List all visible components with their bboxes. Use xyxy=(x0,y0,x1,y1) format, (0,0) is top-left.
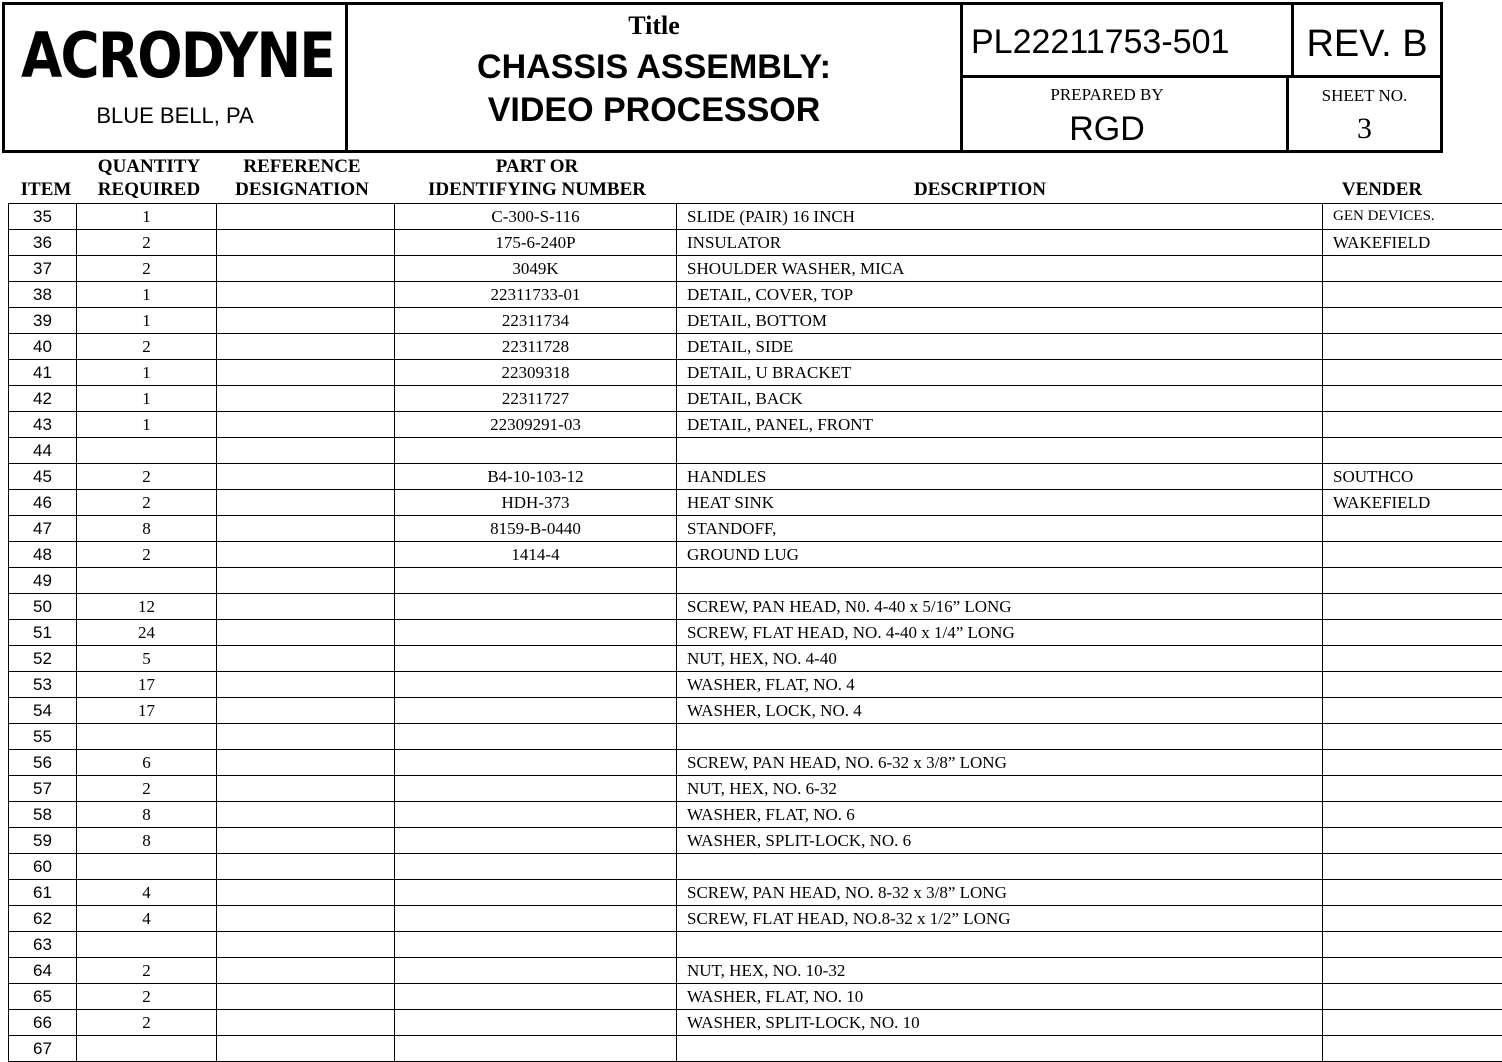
cell-part xyxy=(395,594,677,620)
cell-qty: 1 xyxy=(77,204,217,230)
cell-qty: 4 xyxy=(77,906,217,932)
cell-qty xyxy=(77,724,217,750)
cell-item: 58 xyxy=(9,802,77,828)
cell-qty: 1 xyxy=(77,308,217,334)
cell-vender xyxy=(1323,698,1502,724)
cell-qty: 2 xyxy=(77,776,217,802)
table-row xyxy=(9,932,1502,958)
header-part-line1: PART OR xyxy=(495,156,579,177)
drawing-number: PL22211753-501 xyxy=(971,23,1230,61)
cell-desc: NUT, HEX, NO. 6-32 xyxy=(677,776,1323,802)
table-row xyxy=(9,568,1502,594)
cell-ref xyxy=(217,828,395,854)
table-row xyxy=(9,1036,1502,1062)
cell-item: 65 xyxy=(9,984,77,1010)
company-logo: ACRODYNE xyxy=(21,19,335,92)
cell-qty: 17 xyxy=(77,698,217,724)
cell-vender xyxy=(1323,776,1502,802)
cell-qty: 2 xyxy=(77,490,217,516)
table-row xyxy=(9,412,1502,438)
table-row xyxy=(9,724,1502,750)
column-header-part xyxy=(394,155,680,201)
cell-qty: 8 xyxy=(77,802,217,828)
cell-ref xyxy=(217,438,395,464)
cell-desc: SCREW, PAN HEAD, NO. 8-32 x 3/8” LONG xyxy=(677,880,1323,906)
cell-part xyxy=(395,438,677,464)
table-row xyxy=(9,698,1502,724)
cell-part xyxy=(395,698,677,724)
cell-desc: STANDOFF, xyxy=(677,516,1323,542)
cell-vender xyxy=(1323,958,1502,984)
cell-part: 22311727 xyxy=(395,386,677,412)
company-block xyxy=(2,2,348,153)
cell-qty xyxy=(77,854,217,880)
cell-ref xyxy=(217,932,395,958)
cell-qty: 2 xyxy=(77,1010,217,1036)
table-row xyxy=(9,542,1502,568)
cell-item: 66 xyxy=(9,1010,77,1036)
table-row xyxy=(9,1010,1502,1036)
cell-item: 53 xyxy=(9,672,77,698)
cell-desc: SCREW, PAN HEAD, N0. 4-40 x 5/16” LONG xyxy=(677,594,1323,620)
header-part-line2: IDENTIFYING NUMBER xyxy=(428,179,646,200)
cell-item: 47 xyxy=(9,516,77,542)
cell-qty: 2 xyxy=(77,542,217,568)
cell-vender xyxy=(1323,724,1502,750)
cell-vender xyxy=(1323,646,1502,672)
cell-vender xyxy=(1323,880,1502,906)
cell-desc: DETAIL, PANEL, FRONT xyxy=(677,412,1323,438)
cell-vender: GEN DEVICES. xyxy=(1323,204,1502,230)
cell-ref xyxy=(217,802,395,828)
column-header-vender xyxy=(1322,178,1442,201)
cell-qty: 17 xyxy=(77,672,217,698)
table-row xyxy=(9,620,1502,646)
cell-vender xyxy=(1323,1010,1502,1036)
cell-item: 60 xyxy=(9,854,77,880)
cell-item: 38 xyxy=(9,282,77,308)
cell-part xyxy=(395,724,677,750)
cell-ref xyxy=(217,984,395,1010)
cell-item: 39 xyxy=(9,308,77,334)
table-row xyxy=(9,282,1502,308)
cell-qty: 12 xyxy=(77,594,217,620)
cell-ref xyxy=(217,906,395,932)
cell-desc: DETAIL, BACK xyxy=(677,386,1323,412)
title-label: Title xyxy=(628,11,680,40)
cell-part xyxy=(395,828,677,854)
cell-ref xyxy=(217,958,395,984)
sheet-cell xyxy=(1286,75,1443,153)
cell-ref xyxy=(217,204,395,230)
cell-qty: 2 xyxy=(77,230,217,256)
cell-part xyxy=(395,932,677,958)
cell-part: 3049K xyxy=(395,256,677,282)
cell-item: 45 xyxy=(9,464,77,490)
cell-desc: DETAIL, BOTTOM xyxy=(677,308,1323,334)
prepared-by-label: PREPARED BY xyxy=(1050,85,1164,104)
cell-ref xyxy=(217,672,395,698)
cell-ref xyxy=(217,256,395,282)
cell-ref xyxy=(217,516,395,542)
table-row xyxy=(9,464,1502,490)
sheet-label: SHEET NO. xyxy=(1321,86,1408,105)
cell-ref xyxy=(217,360,395,386)
cell-qty xyxy=(77,438,217,464)
table-row xyxy=(9,490,1502,516)
company-location: BLUE BELL, PA xyxy=(96,103,254,128)
cell-ref xyxy=(217,880,395,906)
cell-vender: SOUTHCO xyxy=(1323,464,1502,490)
table-row xyxy=(9,308,1502,334)
table-row xyxy=(9,646,1502,672)
header-reference-line1: REFERENCE xyxy=(243,156,361,177)
cell-vender: WAKEFIELD xyxy=(1323,490,1502,516)
table-row xyxy=(9,906,1502,932)
cell-vender xyxy=(1323,802,1502,828)
table-row xyxy=(9,672,1502,698)
cell-part xyxy=(395,672,677,698)
table-row xyxy=(9,516,1502,542)
cell-part: 22309291-03 xyxy=(395,412,677,438)
cell-part: 22311728 xyxy=(395,334,677,360)
header-quantity-line2: REQUIRED xyxy=(97,179,201,200)
prepared-by: RGD xyxy=(1069,110,1145,148)
cell-ref xyxy=(217,724,395,750)
cell-part: 1414-4 xyxy=(395,542,677,568)
cell-vender xyxy=(1323,932,1502,958)
cell-desc xyxy=(677,854,1323,880)
cell-part xyxy=(395,620,677,646)
parts-list-body xyxy=(9,204,1502,1062)
cell-desc: DETAIL, SIDE xyxy=(677,334,1323,360)
cell-vender xyxy=(1323,672,1502,698)
cell-ref xyxy=(217,776,395,802)
cell-ref xyxy=(217,1036,395,1062)
cell-item: 43 xyxy=(9,412,77,438)
table-row xyxy=(9,386,1502,412)
cell-part xyxy=(395,750,677,776)
cell-ref xyxy=(217,308,395,334)
cell-item: 46 xyxy=(9,490,77,516)
cell-part xyxy=(395,880,677,906)
cell-part: HDH-373 xyxy=(395,490,677,516)
cell-part: B4-10-103-12 xyxy=(395,464,677,490)
cell-ref xyxy=(217,698,395,724)
column-header-item xyxy=(14,178,78,201)
cell-part xyxy=(395,802,677,828)
cell-vender xyxy=(1323,256,1502,282)
cell-item: 52 xyxy=(9,646,77,672)
cell-desc: WASHER, FLAT, NO. 4 xyxy=(677,672,1323,698)
table-row xyxy=(9,360,1502,386)
cell-part xyxy=(395,776,677,802)
cell-item: 57 xyxy=(9,776,77,802)
cell-ref xyxy=(217,620,395,646)
cell-item: 42 xyxy=(9,386,77,412)
revision: REV. B xyxy=(1306,23,1428,65)
cell-vender xyxy=(1323,906,1502,932)
table-row xyxy=(9,828,1502,854)
cell-qty: 8 xyxy=(77,828,217,854)
prepared-by-cell xyxy=(960,75,1289,153)
cell-ref xyxy=(217,386,395,412)
cell-item: 51 xyxy=(9,620,77,646)
cell-desc: WASHER, FLAT, NO. 6 xyxy=(677,802,1323,828)
cell-qty: 1 xyxy=(77,282,217,308)
cell-qty: 1 xyxy=(77,386,217,412)
cell-vender xyxy=(1323,828,1502,854)
table-row xyxy=(9,802,1502,828)
cell-item: 59 xyxy=(9,828,77,854)
cell-desc: INSULATOR xyxy=(677,230,1323,256)
column-header-quantity xyxy=(82,155,216,201)
cell-vender xyxy=(1323,620,1502,646)
cell-item: 61 xyxy=(9,880,77,906)
cell-ref xyxy=(217,412,395,438)
cell-item: 37 xyxy=(9,256,77,282)
cell-vender xyxy=(1323,542,1502,568)
cell-vender xyxy=(1323,568,1502,594)
cell-ref xyxy=(217,282,395,308)
cell-desc xyxy=(677,724,1323,750)
table-row xyxy=(9,750,1502,776)
cell-desc: SCREW, FLAT HEAD, NO.8-32 x 1/2” LONG xyxy=(677,906,1323,932)
cell-ref xyxy=(217,646,395,672)
cell-desc: WASHER, SPLIT-LOCK, NO. 6 xyxy=(677,828,1323,854)
cell-vender xyxy=(1323,594,1502,620)
cell-desc xyxy=(677,568,1323,594)
cell-vender xyxy=(1323,334,1502,360)
cell-ref xyxy=(217,594,395,620)
table-row xyxy=(9,594,1502,620)
cell-part: 8159-B-0440 xyxy=(395,516,677,542)
cell-ref xyxy=(217,750,395,776)
table-row xyxy=(9,334,1502,360)
cell-desc: DETAIL, COVER, TOP xyxy=(677,282,1323,308)
cell-part: C-300-S-116 xyxy=(395,204,677,230)
cell-qty: 24 xyxy=(77,620,217,646)
cell-part xyxy=(395,568,677,594)
cell-item: 35 xyxy=(9,204,77,230)
cell-qty: 4 xyxy=(77,880,217,906)
cell-part xyxy=(395,984,677,1010)
sheet-number: 3 xyxy=(1357,112,1372,145)
cell-ref xyxy=(217,542,395,568)
cell-desc: HANDLES xyxy=(677,464,1323,490)
cell-part xyxy=(395,1036,677,1062)
cell-desc: HEAT SINK xyxy=(677,490,1323,516)
cell-item: 67 xyxy=(9,1036,77,1062)
table-row xyxy=(9,438,1502,464)
table-row xyxy=(9,204,1502,230)
cell-part xyxy=(395,958,677,984)
table-row xyxy=(9,958,1502,984)
cell-vender xyxy=(1323,854,1502,880)
cell-vender xyxy=(1323,984,1502,1010)
cell-vender xyxy=(1323,438,1502,464)
cell-vender xyxy=(1323,1036,1502,1062)
cell-vender xyxy=(1323,282,1502,308)
cell-part: 175-6-240P xyxy=(395,230,677,256)
cell-ref xyxy=(217,490,395,516)
header-reference-line2: DESIGNATION xyxy=(235,179,369,200)
header-description-label: DESCRIPTION xyxy=(914,179,1046,200)
cell-part: 22311734 xyxy=(395,308,677,334)
cell-desc: NUT, HEX, NO. 10-32 xyxy=(677,958,1323,984)
cell-vender xyxy=(1323,308,1502,334)
cell-ref xyxy=(217,230,395,256)
cell-qty: 2 xyxy=(77,984,217,1010)
cell-desc: SHOULDER WASHER, MICA xyxy=(677,256,1323,282)
cell-vender xyxy=(1323,412,1502,438)
cell-desc xyxy=(677,1036,1323,1062)
table-row xyxy=(9,984,1502,1010)
cell-qty: 2 xyxy=(77,256,217,282)
header-item-label: ITEM xyxy=(20,179,72,200)
drawing-number-cell xyxy=(960,2,1294,78)
cell-qty: 8 xyxy=(77,516,217,542)
title-block xyxy=(345,2,963,153)
cell-desc: SCREW, PAN HEAD, NO. 6-32 x 3/8” LONG xyxy=(677,750,1323,776)
cell-qty: 2 xyxy=(77,334,217,360)
cell-vender xyxy=(1323,750,1502,776)
cell-vender xyxy=(1323,516,1502,542)
title-line-1: CHASSIS ASSEMBLY: xyxy=(477,48,831,86)
cell-item: 48 xyxy=(9,542,77,568)
cell-item: 56 xyxy=(9,750,77,776)
header-vender-label: VENDER xyxy=(1341,179,1423,200)
cell-qty: 1 xyxy=(77,412,217,438)
cell-ref xyxy=(217,334,395,360)
cell-qty xyxy=(77,1036,217,1062)
cell-ref xyxy=(217,854,395,880)
cell-part xyxy=(395,906,677,932)
cell-qty: 2 xyxy=(77,464,217,490)
cell-item: 62 xyxy=(9,906,77,932)
table-row xyxy=(9,230,1502,256)
cell-part xyxy=(395,854,677,880)
cell-ref xyxy=(217,1010,395,1036)
header-quantity-line1: QUANTITY xyxy=(97,156,201,177)
cell-vender xyxy=(1323,360,1502,386)
table-row xyxy=(9,854,1502,880)
cell-item: 41 xyxy=(9,360,77,386)
cell-part: 22311733-01 xyxy=(395,282,677,308)
cell-item: 36 xyxy=(9,230,77,256)
cell-item: 63 xyxy=(9,932,77,958)
cell-qty: 5 xyxy=(77,646,217,672)
cell-item: 55 xyxy=(9,724,77,750)
cell-part xyxy=(395,1010,677,1036)
cell-item: 44 xyxy=(9,438,77,464)
table-row xyxy=(9,880,1502,906)
cell-desc: WASHER, FLAT, NO. 10 xyxy=(677,984,1323,1010)
cell-item: 64 xyxy=(9,958,77,984)
cell-desc: NUT, HEX, NO. 4-40 xyxy=(677,646,1323,672)
cell-qty: 2 xyxy=(77,958,217,984)
column-header-description xyxy=(676,178,1284,201)
cell-ref xyxy=(217,464,395,490)
table-row xyxy=(9,776,1502,802)
table-row xyxy=(9,256,1502,282)
cell-desc: SLIDE (PAIR) 16 INCH xyxy=(677,204,1323,230)
cell-desc xyxy=(677,438,1323,464)
title-line-2: VIDEO PROCESSOR xyxy=(487,91,821,129)
cell-item: 54 xyxy=(9,698,77,724)
cell-item: 40 xyxy=(9,334,77,360)
cell-qty: 6 xyxy=(77,750,217,776)
cell-qty: 1 xyxy=(77,360,217,386)
cell-vender: WAKEFIELD xyxy=(1323,230,1502,256)
cell-item: 50 xyxy=(9,594,77,620)
cell-qty xyxy=(77,932,217,958)
cell-part xyxy=(395,646,677,672)
cell-desc xyxy=(677,932,1323,958)
parts-list-table xyxy=(8,203,1502,1062)
cell-desc: WASHER, LOCK, NO. 4 xyxy=(677,698,1323,724)
revision-cell xyxy=(1291,2,1443,78)
column-header-reference xyxy=(210,155,394,201)
cell-desc: WASHER, SPLIT-LOCK, NO. 10 xyxy=(677,1010,1323,1036)
cell-desc: SCREW, FLAT HEAD, NO. 4-40 x 1/4” LONG xyxy=(677,620,1323,646)
cell-ref xyxy=(217,568,395,594)
cell-qty xyxy=(77,568,217,594)
cell-desc: DETAIL, U BRACKET xyxy=(677,360,1323,386)
cell-vender xyxy=(1323,386,1502,412)
cell-item: 49 xyxy=(9,568,77,594)
cell-desc: GROUND LUG xyxy=(677,542,1323,568)
cell-part: 22309318 xyxy=(395,360,677,386)
